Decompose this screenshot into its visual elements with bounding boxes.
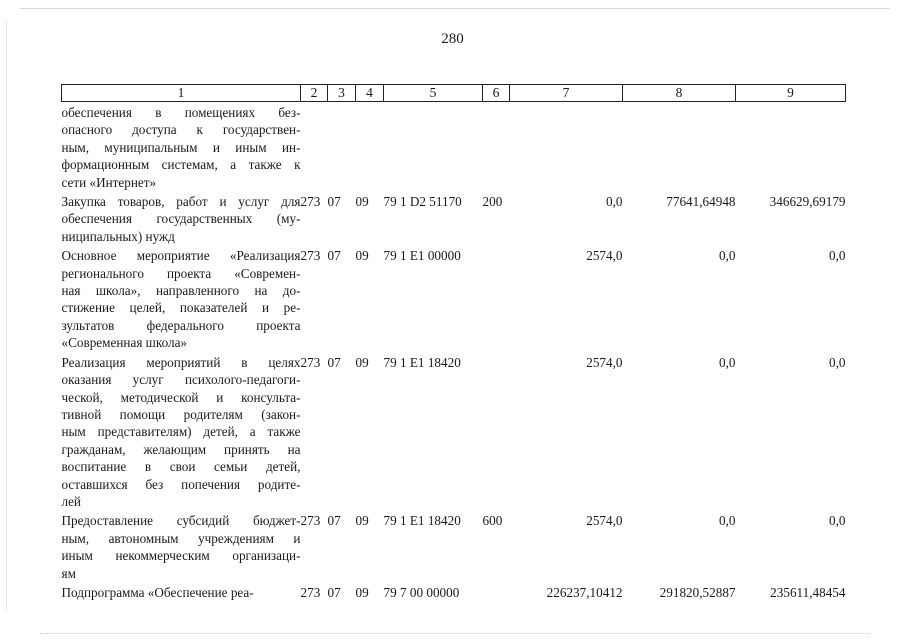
row-name-line: гражданам, желающим принять на [61,441,301,457]
amount-col-8: 77641,64948 [666,194,736,210]
row-name [62,582,301,601]
ministry-code [301,102,328,192]
row-name-line: «Современная школа» [61,335,188,351]
header-col-6: 6 [483,85,510,102]
row-name [62,352,301,511]
row-name [62,191,301,245]
row-name-line: ниципальных) нужд [61,228,175,244]
row-name-line: Предоставление субсидий бюджет- [61,513,301,529]
row-name-line: опасного доступа к государствен- [61,122,301,138]
subsection-code [356,102,384,192]
amount-col-9: 235611,48454 [770,584,846,600]
ministry-code: 273 [300,194,321,210]
amount-col-9: 0,0 [829,248,846,264]
row-name-line: ным представителям) детей, а также [61,424,301,440]
amount-col-7: 2574,0 [586,513,623,529]
table-row [62,102,846,192]
row-name-line: тивной помощи родителям (закон- [61,406,301,422]
row-name-line: Реализация мероприятий в целях [61,354,301,370]
section-code [328,102,356,192]
target-article-code: 79 1 E1 00000 [383,248,461,264]
expense-type-code [483,102,510,192]
row-name-line: зультатов федерального проекта [61,317,301,333]
amount-col-7: 2574,0 [586,354,623,370]
section-code: 07 [327,194,341,210]
scan-edge-left [6,20,7,610]
row-name-line: оказания услуг психолого-педагоги- [61,372,301,388]
budget-table [61,84,846,601]
amount-col-9: 346629,69179 [769,194,846,210]
table-row [62,245,846,351]
row-name-line: сети «Интернет» [61,174,157,190]
table-body [62,102,846,602]
target-article-code [384,102,483,192]
scan-edge-top [20,8,890,9]
expense-type-code: 200 [482,194,503,210]
ministry-code: 273 [300,584,321,600]
row-name-line: оставшихся без попечения родите- [61,476,301,492]
header-col-9: 9 [736,85,846,102]
ministry-code: 273 [300,248,321,264]
expense-type-code [483,582,510,601]
subsection-code: 09 [355,194,369,210]
row-name-line: лей [61,493,81,509]
row-name-line: Подпрограмма «Обеспечение реа- [61,584,254,600]
amount-col-8: 0,0 [719,354,736,370]
amount-col-9: 0,0 [829,354,846,370]
subsection-code: 09 [355,248,369,264]
table-row [62,352,846,511]
row-name-line: Закупка товаров, работ и услуг для [61,194,301,210]
row-name [62,510,301,582]
header-col-3: 3 [328,85,356,102]
page-number: 280 [441,31,464,47]
section-code: 07 [327,248,341,264]
row-name-line: Основное мероприятие «Реализация [61,248,301,264]
amount-col-7: 2574,0 [586,248,623,264]
expense-type-code [483,245,510,351]
table-row [62,191,846,245]
expense-type-code: 600 [482,513,503,529]
header-col-1: 1 [62,85,301,102]
ministry-code: 273 [300,513,321,529]
row-name-line: ческой, методической и консульта- [61,389,301,405]
row-name-line: обеспечения государственных (му- [61,211,301,227]
amount-col-7: 0,0 [606,194,623,210]
target-article-code: 79 1 E1 18420 [383,354,461,370]
row-name-line: ная школа», направленного на до- [61,283,301,299]
row-name-line: ным, автономным учреждениям и [61,530,301,546]
row-name-line: воспитание в свои семьи детей, [61,459,301,475]
row-name-line: ным, муниципальным и иным ин- [61,139,301,155]
header-col-4: 4 [356,85,384,102]
amount-col-8: 0,0 [719,248,736,264]
subsection-code: 09 [355,513,369,529]
table-row [62,582,846,601]
row-name [62,102,301,192]
subsection-code: 09 [355,354,369,370]
row-name [62,245,301,351]
section-code: 07 [327,513,341,529]
row-name-line: обеспечения в помещениях без- [61,105,301,120]
row-name-line: регионального проекта «Современ- [61,265,301,281]
amount-col-9: 0,0 [829,513,846,529]
target-article-code: 79 7 00 00000 [383,584,460,600]
header-col-5: 5 [384,85,483,102]
amount-col-7: 226237,10412 [546,584,623,600]
header-col-2: 2 [301,85,328,102]
amount-col-8: 291820,52887 [659,584,736,600]
target-article-code: 79 1 D2 51170 [383,194,462,210]
section-code: 07 [327,354,341,370]
row-name-line: ям [61,565,76,581]
table-row [62,510,846,582]
amount-col-7 [510,102,623,192]
column-number-header [62,85,846,102]
header-col-8: 8 [623,85,736,102]
section-code: 07 [327,584,341,600]
amount-col-8 [623,102,736,192]
amount-col-9 [736,102,846,192]
amount-col-8: 0,0 [719,513,736,529]
row-name-line: иным некоммерческим организаци- [61,548,301,564]
target-article-code: 79 1 E1 18420 [383,513,461,529]
row-name-line: стижение целей, показателей и ре- [61,300,301,316]
ministry-code: 273 [300,354,321,370]
subsection-code: 09 [355,584,369,600]
row-name-line: формационным системам, а также к [61,157,301,173]
scan-edge-bottom [40,632,870,634]
expense-type-code [483,352,510,511]
header-col-7: 7 [510,85,623,102]
